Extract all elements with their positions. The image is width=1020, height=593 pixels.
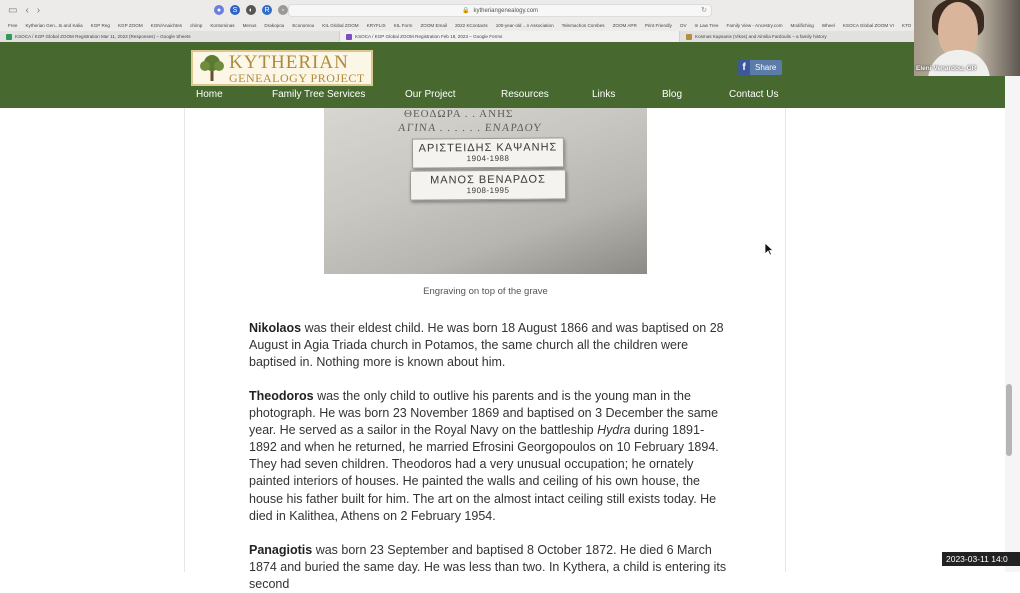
paragraph-panagiotis — [249, 542, 727, 593]
lock-icon: 🔒 — [461, 8, 470, 14]
extension-icon[interactable]: R — [262, 5, 272, 15]
person-name: Theodoros — [249, 389, 314, 403]
scrollbar-thumb[interactable] — [1006, 384, 1012, 456]
browser-chrome — [0, 0, 1020, 42]
forms-icon — [346, 34, 352, 40]
browser-tab[interactable] — [340, 31, 680, 42]
bookmarks-bar — [0, 20, 1020, 31]
tree-icon — [197, 53, 227, 83]
bookmark-item[interactable]: KIL Global ZOOM — [322, 23, 359, 28]
bookmark-item[interactable]: ZOOM APR — [612, 23, 637, 28]
bookmark-item[interactable]: Economou — [292, 23, 315, 28]
back-icon[interactable]: ‹ — [25, 4, 29, 16]
paragraph-text: was born 23 September and baptised 8 October 1872. He died 6 March 1874 and buried the same day. He was less than two. In Kythera, a child is entering its second — [249, 543, 727, 592]
bookmark-item[interactable]: chimp — [190, 23, 203, 28]
engraving-text: ΘΕΟΔΩΡΑ . . ΑΝΗΣ — [404, 108, 514, 120]
sheets-icon — [6, 34, 12, 40]
bookmark-item[interactable]: Kontominas — [210, 23, 235, 28]
extension-icon[interactable]: ◐ — [246, 5, 256, 15]
paragraph-nikolaos — [249, 320, 727, 371]
bookmark-item[interactable]: KSOCA Global ZOOM VI — [842, 23, 894, 28]
facebook-share-button[interactable] — [738, 60, 782, 75]
engraving-text: ΑΓΙΝΑ . . . . . . ΕΝΑΡΔΟΥ — [397, 122, 543, 134]
bookmark-item[interactable]: ZOOM Email — [420, 23, 447, 28]
logo-title: KYTHERIAN — [229, 51, 349, 73]
bookmark-item[interactable]: KTO — [901, 23, 912, 28]
nav-contact-us[interactable]: Contact Us — [729, 89, 779, 100]
paragraph-text: was the only child to outlive his parents and is the young man in the photograph. He was born 23 November 1869 and baptised on 3 December the same year. He served as a sailor in the Royal Navy on the battleship — [249, 389, 719, 438]
recording-timestamp: 2023-03-11 14:0 — [942, 552, 1020, 566]
plaque-name: ΑΡΙΣΤΕΙΔΗΣ ΚΑΨΑΝΗΣ — [418, 141, 558, 155]
site-logo[interactable] — [191, 50, 373, 86]
plaque-dates: 1908-1995 — [466, 185, 510, 196]
nav-home[interactable]: Home — [196, 89, 223, 100]
bookmark-item[interactable]: KRYFLIX — [366, 23, 386, 28]
video-participant-tile — [914, 0, 1020, 76]
mouse-cursor-icon — [764, 242, 774, 256]
bookmark-item[interactable]: 100-year-old ...n Association — [495, 23, 554, 28]
bookmark-item[interactable]: Kytherian Gen...ts and Kalia — [25, 23, 83, 28]
logo-subtitle: GENEALOGY PROJECT — [229, 70, 365, 85]
bookmark-item[interactable]: Wheel — [821, 23, 835, 28]
tab-label: KSOCA / KGP Global ZOOM Registration Mar 11, 2023 (Responses) – Google Sheets — [15, 34, 191, 39]
plaque-name: ΜΑΝΟΣ ΒΕΝΑΡΔΟΣ — [429, 173, 546, 187]
bookmark-item[interactable]: KGP Reg — [90, 23, 110, 28]
grave-engraving-photo — [324, 108, 647, 274]
participant-name: Eleni Venardou, GR — [916, 65, 977, 72]
paragraph-text: during 1891-1892 and when he returned, he married Efrosini Georgopoulos on 10 February 1894. They had seven children. Theodoros had a very unusual occupation; he ornately painted interiors of houses. He painted the walls and ceiling of his own house, the house his father built for him. The art on the almost intact ceiling still exists today. He died in Kalithea, Athens on 2 February 1954. — [249, 423, 719, 523]
bookmark-item[interactable]: Family View - Ancestry.com — [726, 23, 783, 28]
address-bar[interactable] — [288, 4, 712, 17]
bookmark-item[interactable]: In Law Tree — [694, 23, 719, 28]
tab-label: KSOCA / KGP Global ZOOM Registration Feb 18, 2023 – Google Forms — [355, 34, 503, 39]
paragraph-theodoros — [249, 388, 727, 525]
bookmark-item[interactable]: KGN/Anaichtes — [150, 23, 183, 28]
nav-family-tree-services[interactable]: Family Tree Services — [272, 89, 366, 100]
page-scroll-track — [1005, 42, 1020, 572]
bookmark-item[interactable]: Free — [8, 23, 18, 28]
bookmark-item[interactable]: Menus — [242, 23, 257, 28]
nav-resources[interactable]: Resources — [501, 89, 549, 100]
nav-blog[interactable]: Blog — [662, 89, 683, 100]
bookmark-item[interactable]: Drakopou — [264, 23, 285, 28]
person-name: Nikolaos — [249, 321, 302, 335]
extension-icon[interactable]: S — [230, 5, 240, 15]
sidebar-toggle-icon[interactable]: ▭ — [8, 4, 18, 16]
bookmark-item[interactable]: OV — [679, 23, 687, 28]
url-text: kytheriangenealogy.com — [473, 7, 539, 14]
plaque-dates: 1904-1988 — [466, 153, 510, 164]
name-plaque — [410, 169, 566, 200]
bookmark-item[interactable]: KIL Form — [393, 23, 413, 28]
main-nav — [187, 89, 787, 105]
paragraph-text: was their eldest child. He was born 18 August 1866 and was baptised on 28 August in Agia Triada church in Potamos, the same church all the children were baptised in. Nothing more is known about him. — [249, 321, 724, 370]
bookmark-item[interactable]: Telemachos Combes — [561, 23, 605, 28]
extension-icon[interactable]: ● — [214, 5, 224, 15]
bookmark-item[interactable]: Modifiching — [790, 23, 814, 28]
photo-caption: Engraving on top of the grave — [423, 286, 548, 297]
tab-bar — [0, 31, 1020, 42]
extension-icon[interactable]: ▫ — [278, 5, 288, 15]
browser-tab[interactable] — [0, 31, 340, 42]
person-name: Panagiotis — [249, 543, 313, 557]
bookmark-item[interactable]: Print Friendly — [644, 23, 672, 28]
tab-label: Kosmas Kapsanis (Vikos) and Aimilia Fardoulis – a family history — [695, 34, 827, 39]
site-icon — [686, 34, 692, 40]
nav-our-project[interactable]: Our Project — [405, 89, 456, 100]
name-plaque — [412, 137, 564, 168]
reload-icon[interactable]: ↻ — [701, 7, 707, 14]
share-label: Share — [755, 63, 777, 72]
nav-links[interactable]: Links — [592, 89, 616, 100]
browser-toolbar — [0, 0, 1020, 20]
ship-name: Hydra — [597, 423, 631, 438]
bookmark-item[interactable]: KGP ZOOM — [117, 23, 143, 28]
facebook-icon: f — [738, 60, 750, 75]
bookmark-item[interactable]: 2022 KContacts — [454, 23, 488, 28]
forward-icon[interactable]: › — [36, 4, 41, 16]
